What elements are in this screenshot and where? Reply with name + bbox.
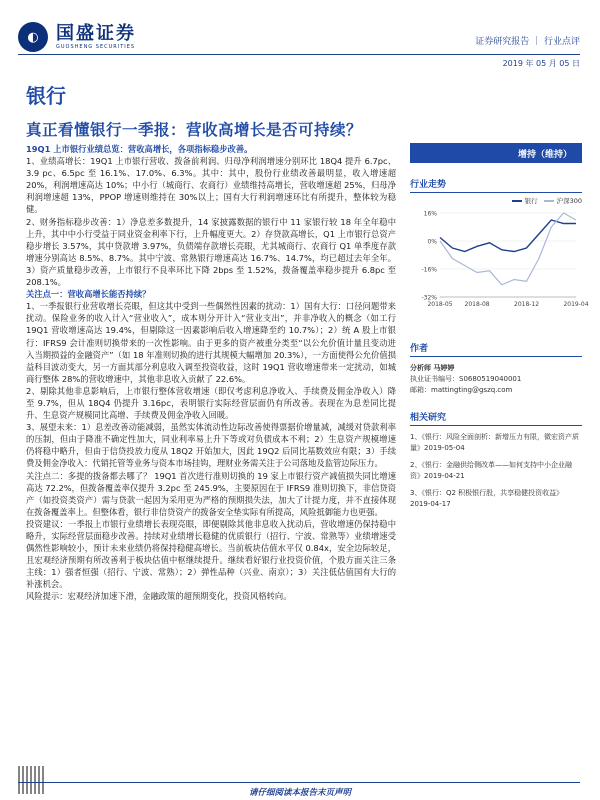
report-type: 证券研究报告 ｜ 行业点评 bbox=[475, 37, 580, 47]
sidebar bbox=[410, 143, 589, 510]
brand-logo bbox=[18, 22, 136, 52]
para-risk: 风险提示：宏观经济加速下滑，金融政策的超预期变化，投资风格转向。 bbox=[26, 591, 292, 602]
header-divider bbox=[18, 54, 580, 55]
para-investment: 投资建议：一季报上市银行业绩增长表现亮眼，即便剔除其他非息收入扰动后，营收增速仍保持稳中略升，实际经营层面稳步改善。持续对业绩增长稳健的优质银行（招行、宁波、常熟等）业绩增速受偶然性影响较小，预计未来业绩仍将保持稳健高增长。当前板块估值水平仅 0.84x，安全边际较足，且宏观经济预期有所改善利于板块估值中枢继续提升。继续看好银行业投资价值，个股方面关注三条主线：1）强者恒强（招行、宁波、常熟）；2）弹性品种（兴业、南京）；3）关注低估值国有大行的补涨机会。 bbox=[26, 518, 396, 590]
email[interactable]: 邮箱：mattingting@gszq.com bbox=[410, 386, 513, 394]
para-performance: 1、业绩高增长：19Q1 上市银行营收、拨备前利润、归母净利润增速分别环比 18Q4 提升 6.7pc、3.9 pc、6.5pc 至 16.1%、17.0%、6.3%。其中：其中，股份行业绩改善最明显，收入增速超 20%，利润增速高达 10%；中小行（城商行、农商行）业绩维持高增长，营收增速超 25%，归母净利润增速超 13%，PPOP 增速则维持在 30%以上；国有大行利润增速环比有所提升，整体较为稳健。 bbox=[26, 156, 396, 215]
section-heading-focus1: 关注点一：营收高增长能否持续？ bbox=[26, 289, 151, 300]
chart-legend bbox=[410, 196, 582, 205]
author-title: 作者 bbox=[410, 341, 582, 357]
para-financials: 2、财务指标稳步改善：1）净息差多数提升，14 家披露数据的银行中 11 家银行较 18 年全年稳中上升，其中中小行受益于同业资金利率下行，上升幅度更大。2）存贷款高增长，Q1 上市银行总资产稳步增长 3.57%，其中贷款增 3.97%，负债端存款增长亮眼，尤其城商行、农商行 Q1 单季度存款增速分别高达 8.5%、8.7%。其中宁波、常熟银行增速高达 16.7%、14.7%，均已超过去年全年。3）资产质量稳步改善，上市银行不良率环比下降 2bps 至 1.52%，拨备覆盖率稳步提升 6.8pc 至 208.1%。 bbox=[26, 216, 396, 288]
related-item[interactable]: 2、《银行：金融供给侧改革——如何支持中小企业融资》2019-04-21 bbox=[410, 461, 572, 480]
x-tick-label: 2018-05 bbox=[427, 301, 453, 308]
x-tick-label: 2018-12 bbox=[514, 301, 540, 308]
y-tick-label: 16% bbox=[423, 210, 437, 218]
series-line-bank bbox=[440, 220, 576, 252]
para-focus2: 关注点二：多提的拨备都去哪了？ 19Q1 首次进行准则切换的 19 家上市银行资产减值损失同比增速高达 72.2%，但拨备覆盖率仅提升 3.2pc 至 245.9%，主要原因在于 IFRS9 准则切换下，非信贷资产（如投资类资产）需与贷款一起因为采用更为严格的预期损失法，加大了计提力度，并不直接体现在拨备覆盖率上。但整体看，银行非信贷资产的拨备安全垫实际有所提高，风险抵御能力也更强。 bbox=[26, 470, 396, 517]
logo-en: GUOSHENG SECURITIES bbox=[56, 44, 136, 50]
para-focus1-2: 2、剔除其他非息影响后，上市银行整体营收增速（即仅考虑利息净收入、手续费及佣金净收入）降至 9.7%，但从 18Q4 仍提升 3.16pc，表明银行实际经营层面仍有所改善。表现在为息差同比提升、生息资产规模同比高增、手续费及佣金净收入回暖。 bbox=[26, 385, 396, 421]
y-tick-label: -16% bbox=[421, 266, 437, 274]
legend-bank: 银行 bbox=[512, 196, 538, 205]
related-title: 相关研究 bbox=[410, 410, 582, 426]
rating-badge: 增持（维持） bbox=[410, 143, 582, 163]
x-tick-label: 2019-04 bbox=[563, 301, 589, 308]
para-focus1-3: 3、展望未来：1）息差改善动能减弱，虽然实体流动性边际改善使得票据价增量减，减缓对贷款利率的压制，但由于降准不确定性加大，同业利率易上升下等或对负债成本不利；2）生息资产规模增速仍将稳中略升，但由于信贷投放力度从 18Q2 开始加大，因此 19Q2 后同比基数效应有限；3）手续费及佣金净收入：代销托管等业务与资本市场挂钩，理财业务需关注于公司落地及监管边际压力。 bbox=[26, 422, 396, 469]
related-item[interactable]: 3、《银行：Q2 积极银行股，共享稳健投资收益》2019-04-17 bbox=[410, 489, 564, 508]
sector-label: 银行 bbox=[26, 84, 66, 108]
trend-chart bbox=[410, 205, 589, 315]
main-content bbox=[26, 143, 396, 603]
trend-title: 行业走势 bbox=[410, 177, 582, 193]
related-item[interactable]: 1、《银行：风险全面剖析：新增压力有限，微宏资产质量》2019-05-04 bbox=[410, 433, 579, 452]
logo-text bbox=[56, 24, 136, 50]
logo-cn: 国盛证券 bbox=[56, 23, 136, 44]
license-no: 执业证书编号：S0680519040001 bbox=[410, 375, 522, 383]
page-title: 真正看懂银行一季报：营收高增长是否可持续？ bbox=[26, 121, 363, 139]
y-tick-label: 0% bbox=[427, 238, 437, 246]
footer-divider bbox=[18, 782, 580, 783]
y-tick-label: -32% bbox=[421, 294, 437, 302]
section-heading-overview: 19Q1 上市银行业绩总览：营收高增长，各项指标稳步改善。 bbox=[26, 144, 253, 154]
series-line-hs300 bbox=[440, 213, 576, 285]
footer-disclaimer: 请仔细阅读本报告末页声明 bbox=[248, 788, 351, 798]
x-tick-label: 2018-08 bbox=[464, 301, 490, 308]
report-date: 2019 年 05 月 05 日 bbox=[502, 59, 580, 68]
legend-hs300: 沪深300 bbox=[544, 196, 582, 205]
para-focus1-1: 1、一季报银行业营收增长亮眼，但这其中受到一些偶然性因素的扰动：1）国有大行：口径问题带来扰动。保险业务的收入计入“营业收入”，成本则分开计入“营业支出”，并非净收入的概念（如工行 19Q1 营收增速高达 19.4%，但剔除这一因素影响后收入增速降至约 10.7%）；2）统 A 股上市银行：IFRS9 会计准则切换带来的一次性影响。由于更多的资产被重分类至“以公允价值计量且变动进入当期损益的金融资产”（如 18 年准则切换的进行其规模大幅增加 20.3%），一方面使得公允价值损益科目波动变大，另一方面其部分利息收入调至投资收益，这时 19Q1 营收增速带来一定扰动，如城商行整体 28%的营收增速中，其他非息收入贡献了 22.6%。 bbox=[26, 301, 396, 384]
analyst-name: 分析师 马婷婷 bbox=[410, 364, 455, 372]
logo-mark-icon: ◐ bbox=[18, 22, 48, 52]
